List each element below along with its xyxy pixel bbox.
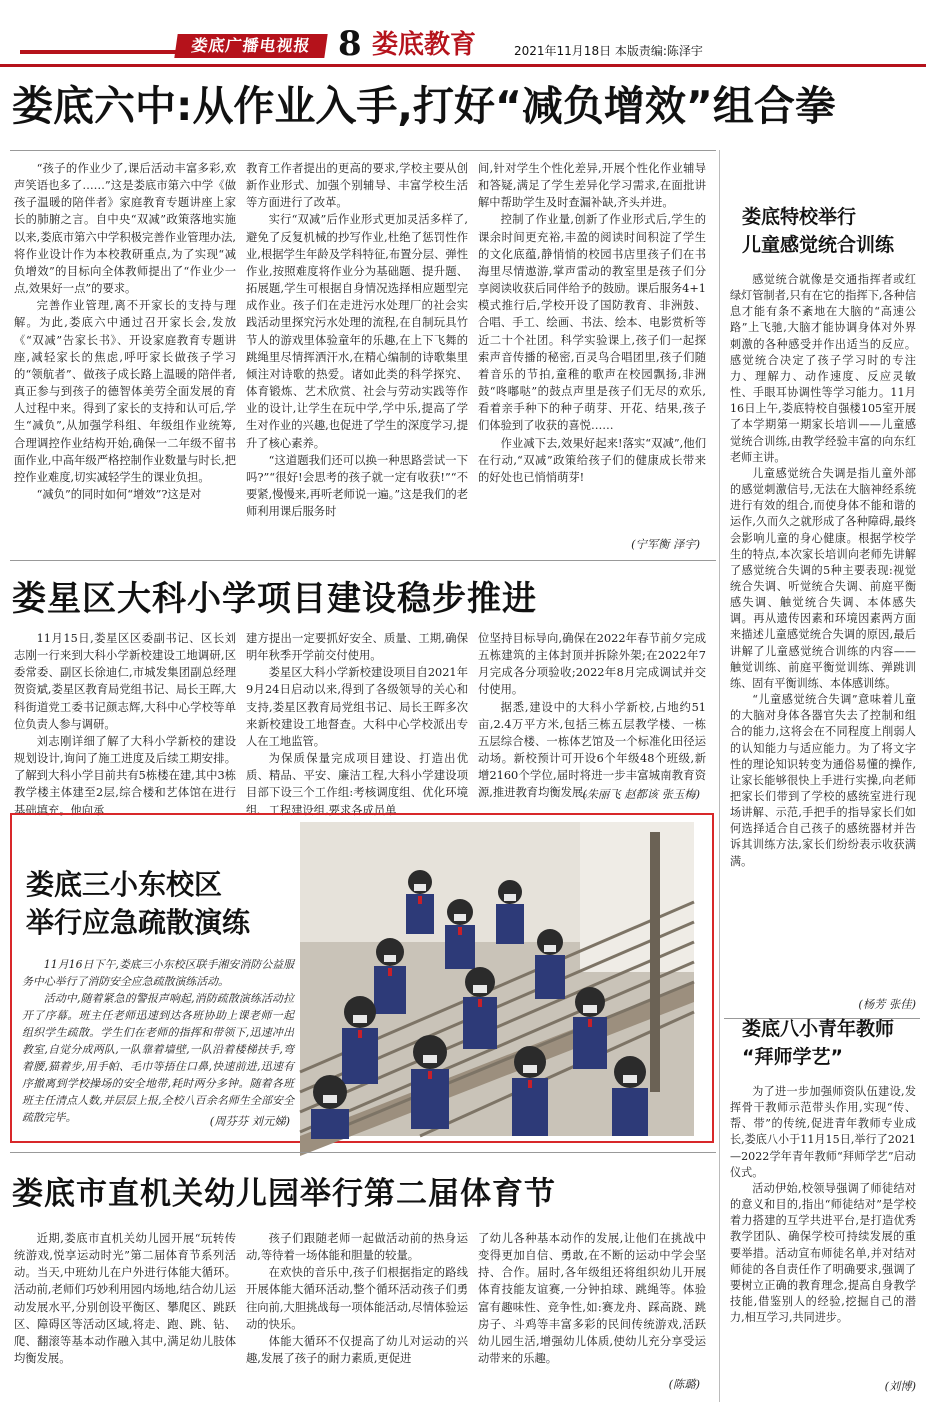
paragraph: 完善作业管理,离不开家长的支持与理解。为此,娄底六中通过召开家长会,发放《“双减”告家长书》、开设家庭教育专题讲座,减轻家长的焦虑,呼吁家长做孩子学习的“领航者”、做孩子成长路上温暖的陪伴者,真正参与到孩子的德智体美劳全面发展的育人过程中来。得到了家长的支持和认可后,学生“减负”,从加强学科组、年级组作业统筹,合理调控作业结构开始,确保一二年级不留书面作业,中高年级严格控制作业数量与时长,把控作业难度,切实减轻学生的课业负担。 (14, 299, 236, 484)
article4-col1 (14, 1230, 236, 1394)
article1-col2 (246, 160, 468, 552)
paragraph: 儿童感觉统合失调是指儿童外部的感觉刺激信号,无法在大脑神经系统进行有效的组合,而使身体不能和谐的运作,久而久之就形成了各种障碍,最终会影响儿童的身心健康。根据学校学生的特点,本次家长培训向老师先讲解了感觉统合失调的5种主要表现:视觉统合失调、听觉统合失调、前庭平衡感失调、触觉统合失调、本体感失调。再从遗传因素和环境因素两方面来描述儿童感觉统合失调的原因,最后讲解了儿童感觉统合训练的内容——触觉训练、前庭平衡觉训练、弹跳训练、固有平衡训练、本体感训练。 (730, 466, 916, 690)
paragraph: 为保质保量完成项目建设、打造出优质、精品、平安、廉洁工程,大科小学建设项目部下设三个工作组:考核调度组、优化环境组、工程建设组,要求各成员单 (246, 752, 468, 817)
paragraph: 教育工作者提出的更高的要求,学校主要从创新作业形式、加强个别辅导、丰富学校生活等方面进行了改革。 (246, 162, 468, 210)
article4-col3 (478, 1230, 706, 1376)
divider (10, 560, 716, 561)
column-divider (719, 150, 720, 1402)
paragraph: “儿童感觉统合失调”意味着儿童的大脑对身体各器官失去了控制和组合的能力,这将会在不同程度上削弱人的认知能力与适应能力。为了将文字性的理论知识转变为通俗易懂的操作,让家长能够很快上手进行实操,向老师把家长们带到了学校的感统室进行现场讲解、示范,手把手的指导家长们如何选择适合自己孩子的感统器材并告诉其训练方法,家长们纷纷表示收获满满。 (730, 693, 916, 868)
paragraph: 位坚持目标导向,确保在2022年春节前夕完成五栋建筑的主体封顶并拆除外架;在2022年7月完成各分项验收;2022年8月完成调试并交付使用。 (478, 632, 706, 697)
paragraph: 体能大循环不仅提高了幼儿对运动的兴趣,发展了孩子的耐力素质,更促进 (246, 1334, 468, 1366)
paragraph: 11月15日,娄星区区委副书记、区长刘志刚一行来到大科小学新校建设工地调研,区委常委、副区长徐迪仁,市城发集团副总经理贺资斌,娄星区教育局党组书记、局长王晖,大科街道党工委书记颜志辉,大科中心学校等单位负责人参与调研。 (14, 632, 236, 731)
paragraph: 活动中,随着紧急的警报声响起,消防疏散演练活动拉开了序幕。班主任老师迅速到达各班协助上课老师一起组织学生疏散。学生们在老师的指挥和带领下,迅速冲出教室,自觉分成两队,一队靠着墙壁,一队沿着楼梯扶手,弯着腰,猫着步,用手帕、毛巾等捂住口鼻,快速前进,迅速有序撤离到学校操场的安全地带,耗时两分多钟。随着各班班主任清点人数,并层层上报,全校八百余名师生全部安全疏散完毕。 (22, 992, 294, 1124)
date-editor-line: 2021年11月18日 本版责编:陈泽宇 (514, 44, 703, 58)
paragraph: 控制了作业量,创新了作业形式后,学生的课余时间更充裕,丰盈的阅读时间积淀了学生的文化底蕴,静悄悄的校园书店里孩子们在书海里尽情遨游,掌声雷动的教室里是孩子们分享阅读收获后同伴给予的鼓励。课后服务4+1模式推行后,学校开设了国防教育、非洲鼓、合唱、手工、绘画、书法、绘本、电影赏析等近二十个社团。科学实验课上,孩子们一起探索声音传播的秘密,百灵鸟合唱团里,孩子们随着音乐的节拍,童稚的歌声在校园飘扬,非洲鼓“咚嘟哒”的鼓点声里是孩子们无尽的欢乐,看着亲手种下的种子萌芽、开花、结果,孩子们体验到了收获的喜悦…… (478, 213, 706, 433)
paragraph: 活动伊始,校领导强调了师徒结对的意义和目的,指出“师徒结对”是学校着力搭建的互学共进平台,是打造优秀教学团队、确保学校可持续发展的重要举措。活动宣布师徒名单,并对结对师徒的各自责任作了明确要求,强调了要树立正确的教育理念,提高自身教学技能,借鉴别人的经验,挖掘自己的潜力,相互学习,共同进步。 (730, 1181, 916, 1325)
article1-byline: (宁军衡 泽宇) (631, 538, 700, 551)
paragraph: 娄星区大科小学新校建设项目自2021年9月24日启动以来,得到了各级领导的关心和支持,娄星区教育局党组书记、局长王晖多次来新校建设工地督查。大科中心学校派出专人在工地监管。 (246, 666, 468, 748)
article4-headline: 娄底市直机关幼儿园举行第二届体育节 (12, 1176, 556, 1212)
paragraph: 据悉,建设中的大科小学新校,占地约51亩,2.4万平方米,包括三栋五层教学楼、一栋五层综合楼、一栋体艺馆及一个标准化田径运动场。新校预计可开设6个年级48个班级,新增2160个学位,届时将进一步丰富城南教育资源,推进教育均衡发展。 (478, 700, 706, 800)
article1-headline: 娄底六中:从作业入手,打好“减负增效”组合拳 (12, 82, 836, 130)
paragraph: 感觉统合就像是交通指挥者或红绿灯管制者,只有在它的指挥下,各种信息才能有条不紊地在大脑的“高速公路”上飞驰,大脑才能协调身体对外界刺激的各种感受并作出适当的反应。感觉统合决定了孩子学习时的专注力、理解力、动作速度、反应灵敏性、手眼耳协调性等学习能力。11月16日上午,娄底特校自强楼105室开展了本学期第一期家长培训——儿童感觉统合训练,由教学经验丰富的向东红老师主讲。 (730, 273, 916, 464)
divider (10, 150, 716, 151)
masthead-rule (0, 64, 926, 67)
article1-col1 (14, 160, 236, 552)
divider (10, 1152, 716, 1153)
side1-byline: (杨芳 张佳) (858, 998, 916, 1011)
evacuation-photo (300, 822, 694, 1136)
side2-byline: (刘博) (884, 1380, 916, 1393)
article1-col3 (478, 160, 706, 536)
side2-headline-line2: “拜师学艺” (742, 1046, 843, 1068)
side2-body (730, 1084, 916, 1374)
paragraph: 11月16日下午,娄底三小东校区联手湘安消防公益服务中心举行了消防安全应急疏散演练活动。 (22, 958, 294, 988)
paragraph: 作业减下去,效果好起来!落实“双减”,他们在行动,“双减”政策给孩子们的健康成长带来的好处也已悄悄萌芽! (478, 436, 706, 484)
article3-byline: (周芬芬 刘元娣) (209, 1115, 290, 1128)
page-number: 8 (338, 24, 362, 64)
side2-headline-line1: 娄底八小青年教师 (742, 1018, 895, 1040)
side1-body (730, 272, 916, 980)
paragraph: 孩子们跟随老师一起做活动前的热身运动,等待着一场体能和胆量的较量。 (246, 1232, 468, 1263)
article3-headline-line2: 举行应急疏散演练 (26, 906, 251, 939)
article4-byline: (陈璐) (668, 1378, 700, 1391)
article2-byline: (朱丽飞 赵都该 张玉梅) (582, 788, 700, 801)
side1-headline-line1: 娄底特校举行 (742, 206, 857, 228)
paragraph: 在欢快的音乐中,孩子们根据指定的路线开展体能大循环活动,整个循环活动孩子们勇往向前,大胆挑战每一项体能活动,尽情体验运动的快乐。 (246, 1266, 468, 1331)
section-name: 娄底教育 (372, 30, 477, 60)
article2-col2 (246, 630, 468, 817)
paragraph: 间,针对学生个性化差异,开展个性化作业辅导和答疑,满足了学生差异化学习需求,在面批讲解中帮助学生及时查漏补缺,齐头并进。 (478, 162, 706, 210)
article3-headline-line1: 娄底三小东校区 (26, 868, 223, 901)
paragraph: 了幼儿各种基本动作的发展,让他们在挑战中变得更加自信、勇敢,在不断的运动中学会坚持、合作。届时,各年级组还将组织幼儿开展体育技能友谊赛,一分钟拍球、跳绳等。体验富有趣味性、竞争性,如:赛龙舟、踩高跷、跳房子、斗鸡等丰富多彩的民间传统游戏,活跃幼儿园生活,增强幼儿体质,使幼儿充分享受运动带来的乐趣。 (478, 1232, 706, 1366)
paragraph: “孩子的作业少了,课后活动丰富多彩,欢声笑语也多了……”这是娄底市第六中学《做孩子温暖的陪伴者》家庭教育专题讲座上家长的肺腑之言。自中央“双减”政策落地实施以来,娄底市第六中学积极完善作业管理办法,将作业设计作为本校教研重点,为了实现“减负增效”的目标向全体教师提出了“作业少一点,效果好一点”的要求。 (14, 162, 236, 296)
paragraph: 实行“双减”后作业形式更加灵活多样了,避免了反复机械的抄写作业,杜绝了惩罚性作业,根据学生年龄及学科特征,布置分层、弹性作业,按照难度将作业分为基础题、提升题、拓展题,学生可根据自身情况选择相应题型完成作业。孩子们在走进污水处理厂的社会实践活动里探究污水处理的流程,在自制玩具竹节人的游戏里体验童年的乐趣,在上下飞舞的跳绳里尽情挥洒汗水,在精心编制的诗歌集里倾注对诗歌的热爱。诸如此类的科学探究、体育锻炼、艺术欣赏、社会与劳动实践等作业的设计,让学生在玩中学,学中乐,提高了学生对作业的兴趣,也促进了学生的深度学习,提升了核心素养。 (246, 213, 468, 450)
paragraph: “这道题我们还可以换一种思路尝试一下吗?”“很好!会思考的孩子就一定有收获!”“不要紧,慢慢来,再听老师说一遍。”这是我们的老师利用课后服务时 (246, 453, 468, 519)
article2-headline: 娄星区大科小学项目建设稳步推进 (12, 579, 537, 619)
paragraph: 为了进一步加强师资队伍建设,发挥骨干教师示范带头作用,实现“传、帮、带”的传统,促进青年教师专业成长,娄底八小于11月15日,举行了2021—2022学年青年教师“拜师学艺”启动仪式。 (730, 1085, 916, 1179)
masthead-swoosh (20, 50, 180, 54)
article2-col1 (14, 630, 236, 817)
side1-headline-line2: 儿童感觉统合训练 (742, 234, 895, 256)
paragraph: 刘志刚详细了解了大科小学新校的建设规划设计,询问了施工进度及后续工期安排。了解到大科小学目前共有5栋楼在建,其中3栋教学楼主体建至2层,综合楼和艺体馆在进行基础填充。他向承 (14, 734, 236, 817)
paragraph: 建方提出一定要抓好安全、质量、工期,确保明年秋季开学前交付使用。 (246, 632, 468, 663)
newspaper-brand: 娄底广播电视报 (174, 34, 327, 58)
paragraph: “减负”的同时如何“增效”?这是对 (36, 487, 202, 501)
paragraph: 近期,娄底市直机关幼儿园开展“玩转传统游戏,悦享运动时光”第二届体育节系列活动。当天,中班幼儿在户外进行体能大循环。活动前,老师们巧妙利用园内场地,结合幼儿运动发展水平,分别创设平衡区、攀爬区、跳跃区、障碍区等活动区域,将走、跑、跳、钻、爬、翻滚等基本动作融入其中,满足幼儿肢体均衡发展。 (14, 1232, 236, 1366)
article4-col2 (246, 1230, 468, 1394)
